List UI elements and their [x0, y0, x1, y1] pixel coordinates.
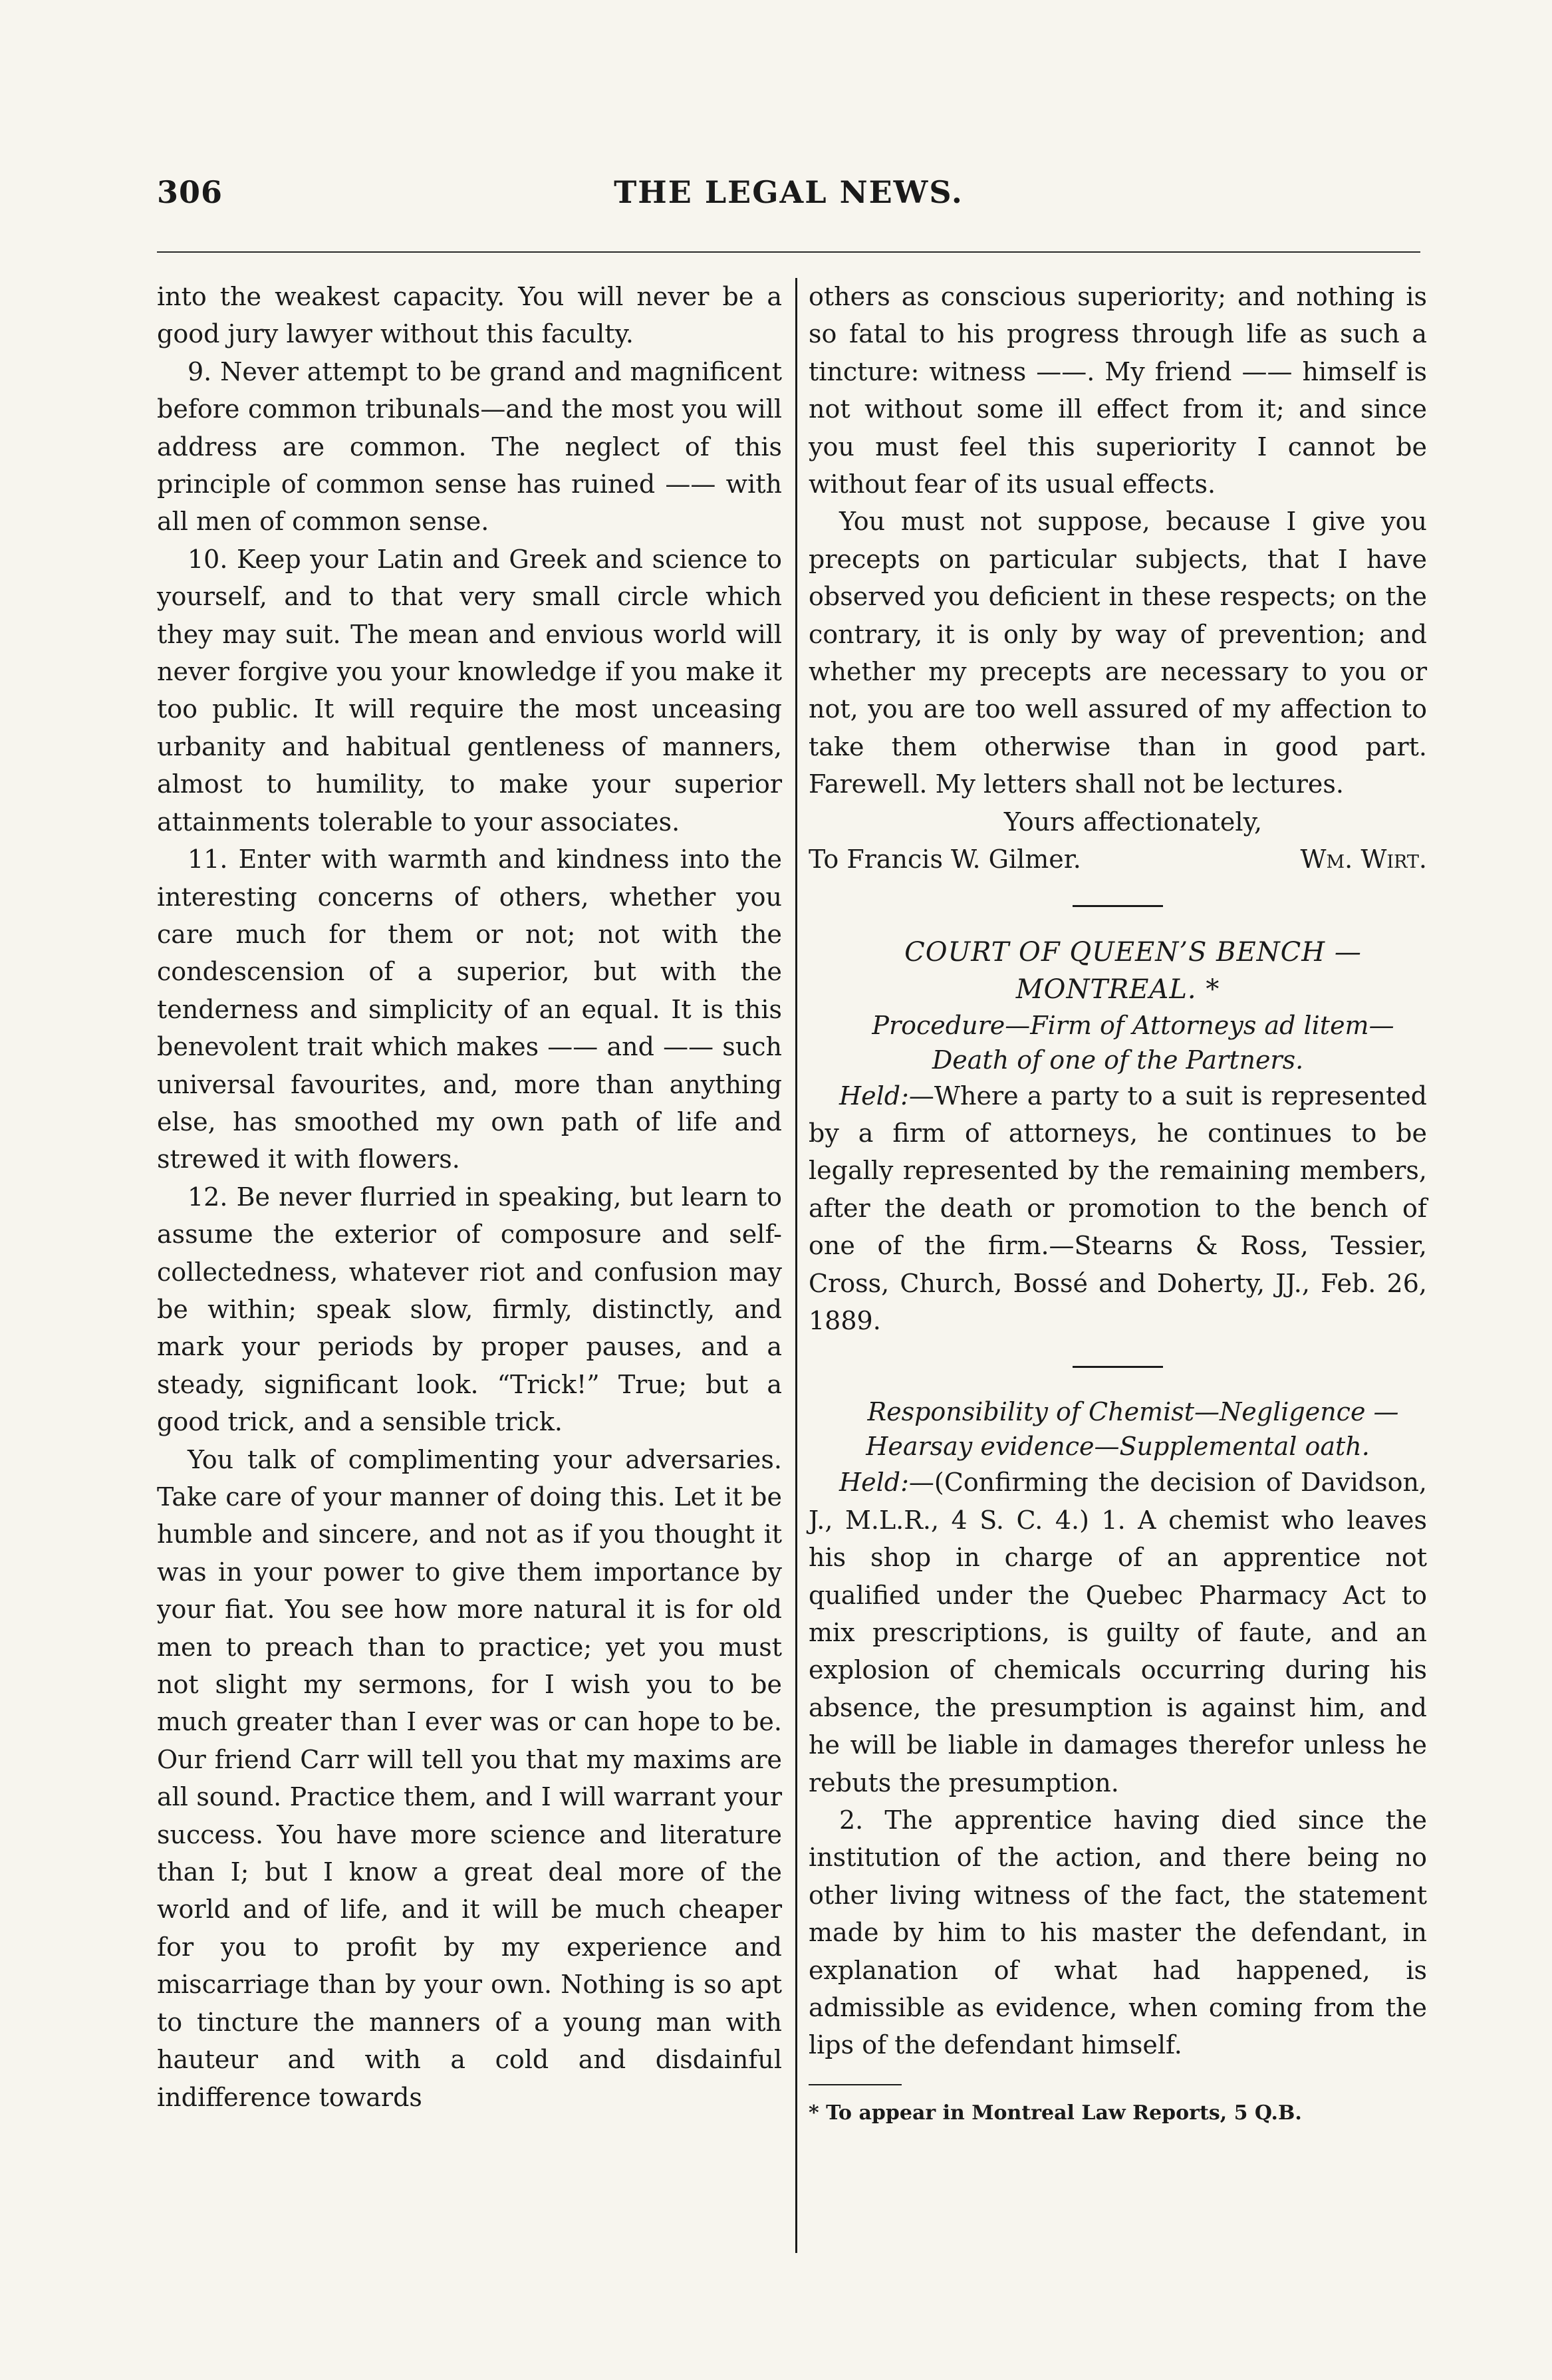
page-header: [157, 174, 1420, 227]
case-held: [809, 1077, 1427, 1340]
closing: Yours affectionately,: [1003, 807, 1263, 837]
paragraph: others as conscious superiority; and nothing is so fatal to his progress through life as such a tincture: witness ——. My friend —— himself is not without some ill effect from it; and since you must feel this superiority I cannot be without fear of its usual effects.: [809, 282, 1427, 499]
paragraph: 11. Enter with warmth and kindness into the interesting concerns of others, whether you care much for them or not; not with the condescension of a superior, but with the tenderness and simplicity of an equal. It is this benevolent trait which makes —— and —— such universal favourites, and, more than anything else, has smoothed my own path of life and strewed it with flowers.: [157, 845, 782, 1174]
held-text: —Where a party to a suit is represented by a firm of attorneys, he continues to be legally represented by the remaining members, after the death or promotion to the bench of one of the firm.—Stearns & Ross, Tessier, Cross, Church, Bossé and Doherty, JJ., Feb. 26, 1889.: [809, 1081, 1427, 1335]
section-rule: [1073, 1366, 1163, 1368]
signature-line: [809, 841, 1427, 878]
paragraph: into the weakest capacity. You will never be a good jury lawyer without this faculty.: [157, 282, 782, 349]
header-rule: [157, 251, 1420, 253]
paragraph: 10. Keep your Latin and Greek and science to yourself, and to that very small circle which they may suit. The mean and envious world will never forgive you your knowledge if you make it too public. It will require the most unceasing urbanity and habitual gentleness of manners, almost to humility, to make your superior attainments tolerable to your associates.: [157, 544, 782, 837]
page-number: 306: [157, 174, 223, 210]
paragraph: You must not suppose, because I give you precepts on particular subjects, that I have observed you deficient in these respects; on the contrary, it is only by way of prevention; and whether my precepts are necessary to you or not, you are too well assured of my affection to take them otherwise than in good part. Farewell. My letters shall not be lectures.: [809, 507, 1427, 799]
paragraph: You talk of complimenting your adversaries. Take care of your manner of doing this. Let it be humble and sincere, and not as if you thought it was in your power to give them importance by your fiat. You see how more natural it is for old men to preach than to practice; yet you must not slight my sermons, for I wish you to be much greater than I ever was or can hope to be. Our friend Carr will tell you that my maxims are all sound. Practice them, and I will warrant your success. You have more science and literature than I; but I know a great deal more of the world and of life, and it will be much cheaper for you to profit by my experience and miscarriage than by your own. Nothing is so apt to tincture the manners of a young man with hauteur and with a cold and disdainful indifference towards: [157, 1444, 782, 2112]
case-held: [809, 1464, 1427, 1801]
footnote-rule: [809, 2084, 902, 2085]
footnote: * To appear in Montreal Law Reports, 5 Q.B.: [809, 2101, 1302, 2125]
paragraph: 9. Never attempt to be grand and magnificent before common tribunals—and the most you will address are common. The neglect of this principle of common sense has ruined —— with all men of common sense.: [157, 356, 782, 537]
addressee: To Francis W. Gilmer.: [809, 845, 1081, 874]
right-column: [809, 278, 1427, 2260]
paragraph: 2. The apprentice having died since the institution of the action, and there being no other living witness of the fact, the statement made by him to his master the defendant, in explanation of what had happened, is admissible as evidence, when coming from the lips of the defendant himself.: [809, 1805, 1427, 2060]
signature: Wm. Wirt.: [1300, 845, 1427, 874]
running-title: THE LEGAL NEWS.: [614, 174, 964, 210]
held-text: —(Confirming the decision of Davidson, J., M.L.R., 4 S. C. 4.) 1. A chemist who leaves his shop in charge of an apprentice not qualified under the Quebec Pharmacy Act to mix prescriptions, is guilty of faute, and an explosion of chemicals occurring during his absence, the presumption is against him, and he will be liable in damages therefor unless he rebuts the presumption.: [809, 1468, 1427, 1797]
held-label: Held:: [839, 1081, 909, 1111]
left-column: [157, 278, 782, 2260]
court-heading: COURT OF QUEEN’S BENCH — MONTREAL. *: [904, 936, 1362, 1005]
held-label: Held:: [839, 1468, 909, 1498]
case-subhead: Procedure—Firm of Attorneys ad litem—Death of one of the Partners.: [872, 1010, 1394, 1075]
column-divider: [795, 278, 797, 2253]
case-subhead: Responsibility of Chemist—Negligence — Hearsay evidence—Supplemental oath.: [866, 1397, 1399, 1462]
paragraph: 12. Be never flurried in speaking, but learn to assume the exterior of composure and self-collectedness, whatever riot and confusion may be within; speak slow, firmly, distinctly, and mark your periods by proper pauses, and a steady, significant look. “Trick!” True; but a good trick, and a sensible trick.: [157, 1182, 782, 1437]
section-rule: [1073, 905, 1163, 907]
